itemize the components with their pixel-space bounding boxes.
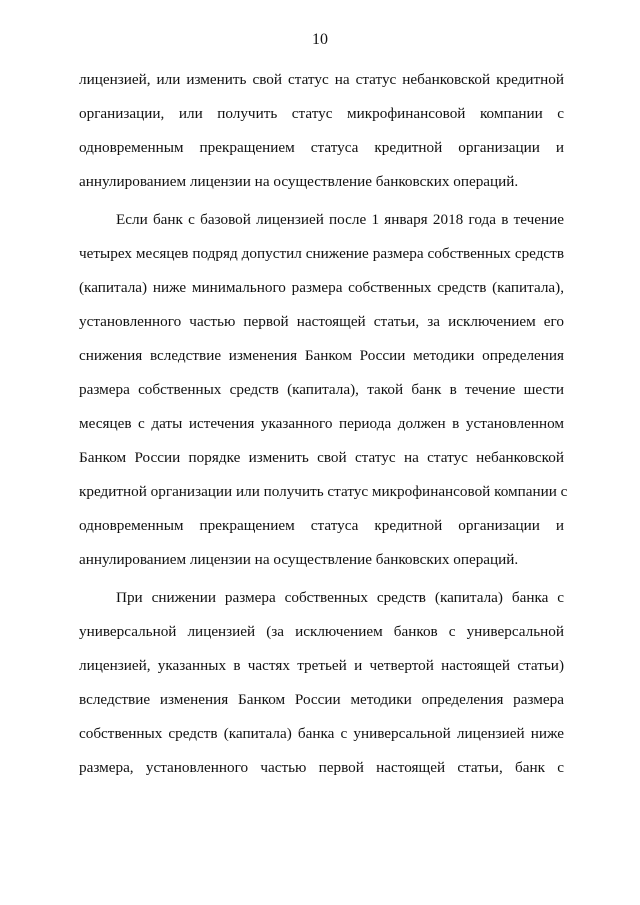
text-line: аннулированием лицензии на осуществление банковских операций. <box>79 551 519 568</box>
text-line: Если банк с базовой лицензией после 1 января 2018 года в течение <box>116 211 564 228</box>
paragraph <box>79 203 568 577</box>
text-line: месяцев с даты истечения указанного периода должен в установленном <box>79 415 564 432</box>
text-line: аннулированием лицензии на осуществление банковских операций. <box>79 173 519 190</box>
text-line: размера, установленного частью первой настоящей статьи, банк с <box>79 759 564 776</box>
text-line: одновременным прекращением статуса кредитной организации и <box>79 517 564 534</box>
paragraph <box>79 581 564 785</box>
text-line: (капитала) ниже минимального размера собственных средств (капитала), <box>79 279 564 296</box>
text-line: универсальной лицензией (за исключением банков с универсальной <box>79 623 564 640</box>
text-line: установленного частью первой настоящей статьи, за исключением его <box>79 313 564 330</box>
text-line: вследствие изменения Банком России методики определения размера <box>79 691 564 708</box>
text-line: размера собственных средств (капитала), такой банк в течение шести <box>79 381 564 398</box>
text-line: собственных средств (капитала) банка с универсальной лицензией ниже <box>79 725 564 742</box>
paragraph <box>79 63 564 199</box>
document-body <box>79 63 568 789</box>
text-line: снижения вследствие изменения Банком России методики определения <box>79 347 564 364</box>
text-line: лицензией, или изменить свой статус на статус небанковской кредитной <box>79 71 564 88</box>
text-line: При снижении размера собственных средств (капитала) банка с <box>116 589 564 606</box>
page-number: 10 <box>312 31 328 48</box>
text-line: кредитной организации или получить статус микрофинансовой компании с <box>79 483 568 500</box>
text-line: четырех месяцев подряд допустил снижение размера собственных средств <box>79 245 564 262</box>
text-line: Банком России порядке изменить свой статус на статус небанковской <box>79 449 564 466</box>
text-line: лицензией, указанных в частях третьей и четвертой настоящей статьи) <box>79 657 564 674</box>
text-line: организации, или получить статус микрофинансовой компании с <box>79 105 564 122</box>
text-line: одновременным прекращением статуса кредитной организации и <box>79 139 564 156</box>
